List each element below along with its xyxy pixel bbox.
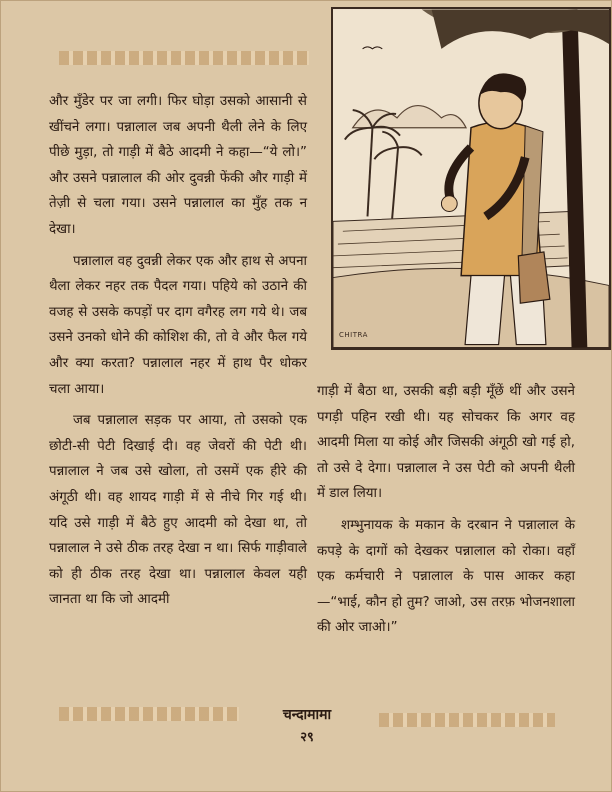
left-paragraph-2: पन्नालाल वह दुवन्नी लेकर एक और हाथ से अपना थैला लेकर नहर तक पैदल गया। पहिये को उठाने की वजह से उसके कपड़ों पर दाग वगैरह लग गये थे। जब उसने उनको धोने की कोशिश की, तो वे और फैल गये और क्या करता? पन्नालाल नहर में हाथ पैर धोकर चला आया।	[49, 253, 307, 397]
top-decorative-border	[59, 51, 309, 65]
left-text-column	[49, 89, 307, 619]
left-paragraph-3: जब पन्नालाल सड़क पर आया, तो उसको एक छोटी-सी पेटी दिखाई दी। वह जेवरों की पेटी थी। पन्नालाल ने जब उसे खोला, तो उसमें एक हीरे की अंगूठी थी। वह शायद गाड़ी में से नीचे गिर गई थी। यदि उसे गाड़ी में बैठे हुए आदमी को देखा था, तो पन्नालाल ने उसे ठीक तरह देखा न था। सिर्फ गाड़ीवाले को ही ठीक तरह देखा था। पन्नालाल केवल यही जानता था कि जो आदमी	[49, 413, 307, 608]
right-paragraph-2: शम्भुनायक के मकान के दरबान ने पन्नालाल के कपड़े के दागों को देखकर पन्नालाल को रोका। वहाँ एक कर्मचारी ने पन्नालाल के पास आकर कहा—“भाई, कौन हो तुम? जाओ, उस तरफ़ भोजनशाला की ओर जाओ।”	[317, 517, 575, 636]
story-illustration	[331, 7, 611, 350]
right-paragraph-1: गाड़ी में बैठा था, उसकी बड़ी बड़ी मूँछें थीं और उसने पगड़ी पहिन रखी थी। यह सोचकर कि अगर वह आदमी मिला या कोई और जिसकी अंगूठी खो गई हो, तो उसे दे देगा। पन्नालाल ने उस पेटी को अपनी थैली में डाल लिया।	[317, 384, 575, 502]
right-text-column	[317, 379, 575, 647]
illustrator-signature: CHITRA	[339, 331, 368, 339]
illustration-drawing	[333, 9, 609, 348]
left-paragraph-1: और मुँडेर पर जा लगी। फिर घोड़ा उसको आसानी से खींचने लगा। पन्नालाल जब अपनी थैली लेने के लिए पीछे मुड़ा, तो गाड़ी में बैठे आदमी ने कहा—“ये लो।” और उसने पन्नालाल की ओर दुवन्नी फेंकी और गाड़ी में तेज़ी से चला गया। उसने पन्नालाल का मुँह तक न देखा।	[49, 94, 307, 237]
page-number: २९	[300, 730, 314, 745]
magazine-name: चन्दामामा	[282, 707, 332, 723]
